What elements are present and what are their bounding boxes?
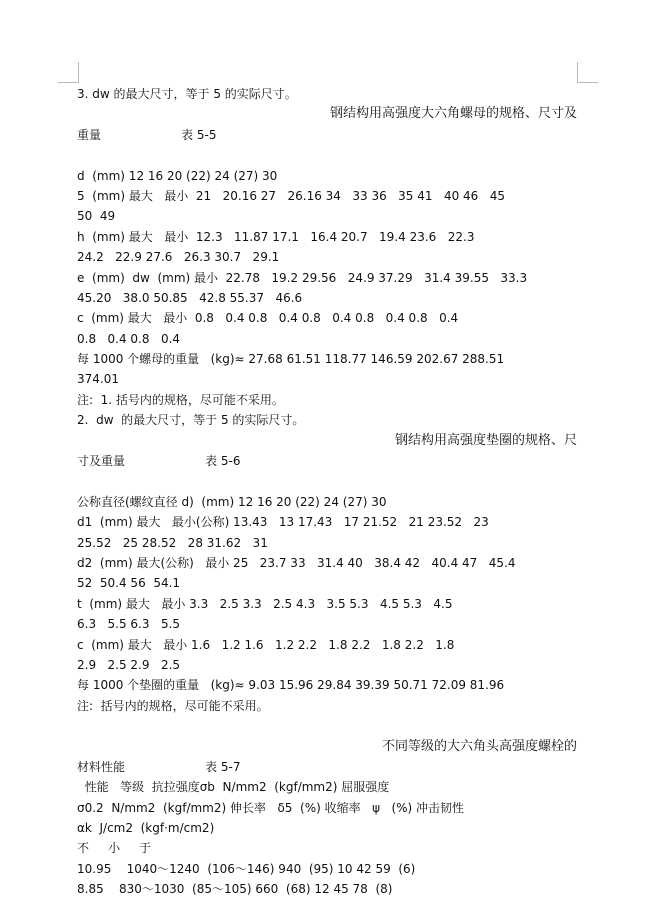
text-line: d (mm) 12 16 20 (22) 24 (27) 30	[77, 168, 278, 183]
document-body	[77, 84, 577, 900]
text-line: 6.3 5.5 6.3 5.5	[77, 617, 181, 632]
text-line: 5 (mm) 最大 最小 21 20.16 27 26.16 34 33 36 35 41 40 46 45	[77, 188, 506, 203]
text-line: c (mm) 最大 最小 0.8 0.4 0.8 0.4 0.8 0.4 0.8 0.4 0.8 0.4	[77, 311, 459, 326]
blank-line	[77, 716, 577, 736]
table-title-line: 钢结构用高强度垫圈的规格、尺	[394, 432, 577, 448]
text-line: h (mm) 最大 最小 12.3 11.87 17.1 16.4 20.7 19.4 23.6 22.3	[77, 229, 475, 244]
text-line: 24.2 22.9 27.6 26.3 30.7 29.1	[77, 250, 280, 265]
text-line: 25.52 25 28.52 28 31.62 31	[77, 535, 268, 550]
text-line: 8.85 830～1030 (85～105) 660 (68) 12 45 78 (8)	[77, 882, 393, 897]
note-line: 注: 1. 括号内的规格，尽可能不采用。	[77, 392, 284, 407]
text-line: 52 50.4 56 54.1	[77, 576, 181, 591]
text-line: 50 49	[77, 209, 116, 224]
text-line: 45.20 38.0 50.85 42.8 55.37 46.6	[77, 290, 303, 305]
table-title-line: 钢结构用高强度大六角螺母的规格、尺寸及	[329, 106, 577, 122]
text-line: σ0.2 N/mm2 (kgf/mm2) 伸长率 δ5 (%) 收缩率 ψ (%) 冲击韧性	[77, 800, 465, 815]
note-line: 2. dw 的最大尺寸，等于 5 的实际尺寸。	[77, 413, 305, 428]
text-line: 374.01	[77, 372, 119, 387]
text-line: αk J/cm2 (kgf·m/cm2)	[77, 821, 215, 836]
table-title-line: 重量 表 5-5	[77, 127, 217, 142]
text-line: 10.95 1040～1240 (106～146) 940 (95) 10 42 59 (6)	[77, 861, 416, 876]
text-line: d2 (mm) 最大(公称) 最小 25 23.7 33 31.4 40 38.4 42 40.4 47 45.4	[77, 555, 516, 570]
text-line: 性能 等级 抗拉强度σb N/mm2 (kgf/mm2) 屈服强度	[77, 780, 390, 795]
text-line: 每 1000 个螺母的重量 (kg)≈ 27.68 61.51 118.77 146.59 202.67 288.51	[77, 352, 505, 367]
page-corner-mark-top-left	[58, 62, 79, 83]
text-line: 0.8 0.4 0.8 0.4	[77, 331, 181, 346]
text-line: 不 小 于	[77, 841, 152, 856]
text-line: e (mm) dw (mm) 最小 22.78 19.2 29.56 24.9 37.29 31.4 39.55 33.3	[77, 270, 528, 285]
text-line: c (mm) 最大 最小 1.6 1.2 1.6 1.2 2.2 1.8 2.2 1.8 2.2 1.8	[77, 637, 455, 652]
table-title-line: 材料性能 表 5-7	[77, 759, 241, 774]
blank-line	[77, 471, 577, 491]
text-line: 3. dw 的最大尺寸，等于 5 的实际尺寸。	[77, 87, 297, 101]
text-line: 2.9 2.5 2.9 2.5	[77, 657, 181, 672]
text-line: 每 1000 个垫圈的重量 (kg)≈ 9.03 15.96 29.84 39.39 50.71 72.09 81.96	[77, 678, 505, 693]
text-line: d1 (mm) 最大 最小(公称) 13.43 13 17.43 17 21.52 21 23.52 23	[77, 515, 489, 530]
note-line: 注: 括号内的规格，尽可能不采用。	[77, 698, 269, 713]
table-title-line: 不同等级的大六角头高强度螺栓的	[381, 738, 577, 754]
text-line: 公称直径(螺纹直径 d) (mm) 12 16 20 (22) 24 (27) 30	[77, 494, 387, 509]
table-title-line: 寸及重量 表 5-6	[77, 454, 241, 469]
blank-line	[77, 145, 577, 165]
page-corner-mark-top-right	[577, 62, 598, 83]
text-line: t (mm) 最大 最小 3.3 2.5 3.3 2.5 4.3 3.5 5.3 4.5 5.3 4.5	[77, 596, 453, 611]
